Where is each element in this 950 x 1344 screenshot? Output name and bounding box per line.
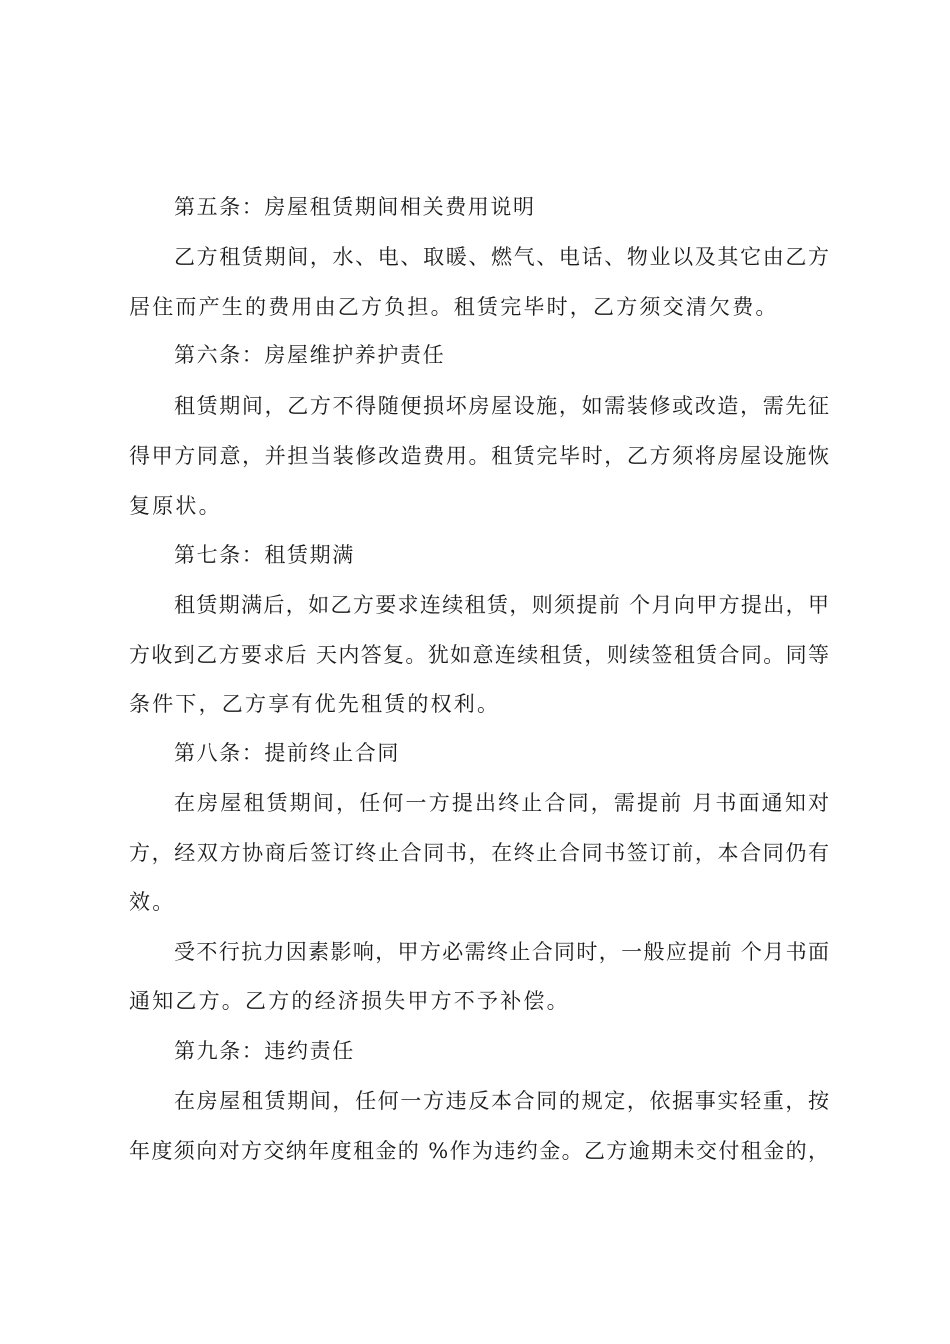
paragraph-line: 租赁期满后，如乙方要求连续租赁，则须提前 个月向甲方提出，甲 (174, 593, 829, 617)
article-7-heading: 第七条：租赁期满 (174, 543, 355, 567)
article-9-heading: 第九条：违约责任 (174, 1039, 355, 1063)
paragraph-line: 条件下，乙方享有优先租赁的权利。 (129, 692, 501, 716)
paragraph-line: 租赁期间，乙方不得随便损坏房屋设施，如需装修或改造，需先征 (174, 394, 829, 418)
paragraph-line: 方，经双方协商后签订终止合同书，在终止合同书签订前，本合同仍有 (129, 841, 829, 865)
paragraph-line: 复原状。 (129, 494, 222, 518)
paragraph-line: 乙方租赁期间，水、电、取暖、燃气、电话、物业以及其它由乙方 (174, 245, 829, 269)
paragraph-line: 在房屋租赁期间，任何一方提出终止合同，需提前 月书面通知对 (174, 791, 829, 815)
paragraph-line: 在房屋租赁期间，任何一方违反本合同的规定，依据事实轻重，按 (174, 1089, 829, 1113)
article-6-heading: 第六条：房屋维护养护责任 (174, 343, 446, 367)
paragraph-line: 年度须向对方交纳年度租金的 %作为违约金。乙方逾期未交付租金的， (129, 1139, 829, 1163)
paragraph-line: 通知乙方。乙方的经济损失甲方不予补偿。 (129, 989, 570, 1013)
paragraph-line: 居住而产生的费用由乙方负担。租赁完毕时，乙方须交清欠费。 (129, 295, 779, 319)
article-8-heading: 第八条：提前终止合同 (174, 741, 400, 765)
article-5-heading: 第五条：房屋租赁期间相关费用说明 (174, 195, 536, 219)
paragraph-line: 受不行抗力因素影响，甲方必需终止合同时，一般应提前 个月书面 (174, 940, 829, 964)
paragraph-line: 得甲方同意，并担当装修改造费用。租赁完毕时，乙方须将房屋设施恢 (129, 444, 829, 468)
paragraph-line: 效。 (129, 890, 176, 914)
paragraph-line: 方收到乙方要求后 天内答复。犹如意连续租赁，则续签租赁合同。同等 (129, 643, 829, 667)
